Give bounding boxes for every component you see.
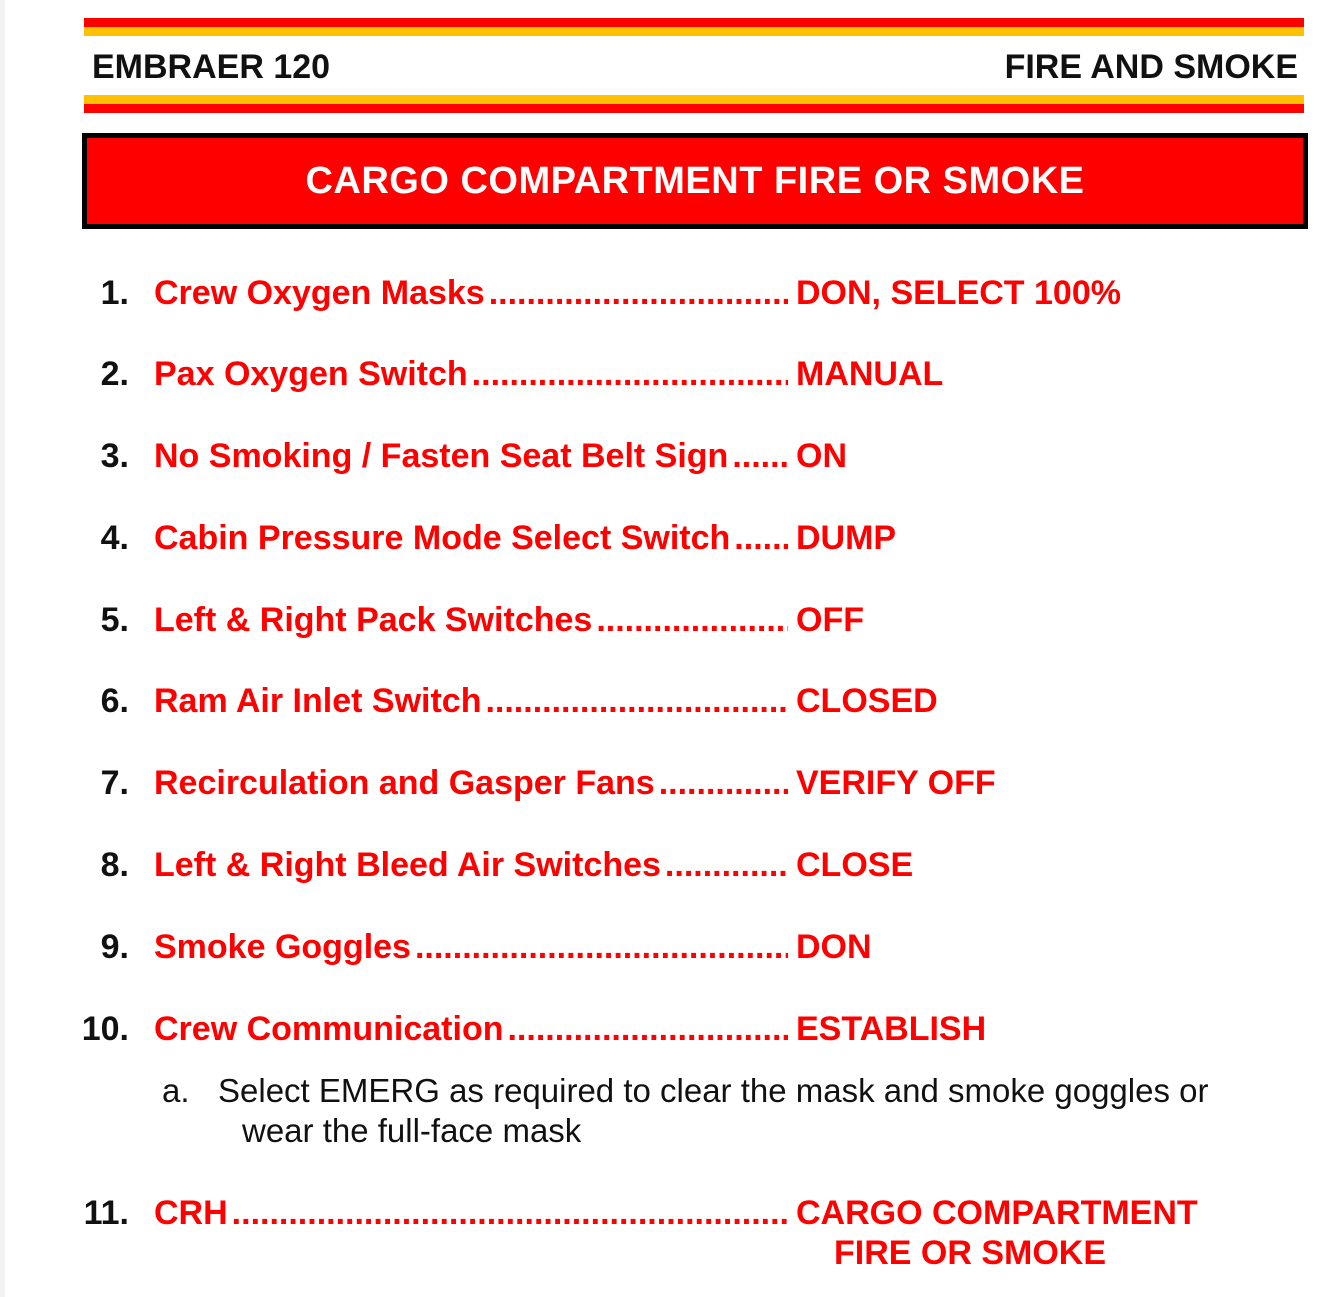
item-action-line2: FIRE OR SMOKE (834, 1234, 1107, 1272)
checklist-item (0, 761, 1334, 805)
item-leader (154, 679, 788, 723)
item-action: DON (796, 928, 872, 966)
item-label: Recirculation and Gasper Fans (154, 764, 655, 802)
item-number: 2. (100, 355, 129, 393)
item-number: 9. (100, 928, 129, 966)
leader-dots (411, 925, 788, 969)
page-edge (0, 0, 5, 1297)
item-action: ESTABLISH (796, 1010, 987, 1048)
checklist-item (0, 843, 1334, 887)
item-action: DUMP (796, 519, 897, 557)
item-label: Crew Oxygen Masks (154, 274, 485, 312)
item-number: 5. (100, 601, 129, 639)
leader-dots (592, 598, 788, 642)
checklist-item (0, 925, 1334, 969)
checklist-item (0, 352, 1334, 396)
item-leader (154, 598, 788, 642)
header-bottom-red-bar (84, 104, 1304, 113)
item-action: CARGO COMPARTMENT (796, 1194, 1198, 1232)
header-top-yellow-bar (84, 27, 1304, 36)
item-leader (154, 1191, 788, 1235)
leader-dots (503, 1007, 788, 1051)
item-action: VERIFY OFF (796, 764, 996, 802)
item-number: 10. (81, 1010, 129, 1048)
checklist-item (0, 271, 1334, 315)
checklist-item (0, 516, 1334, 560)
item-leader (154, 434, 788, 478)
checklist-item (0, 679, 1334, 723)
item-number: 3. (100, 437, 129, 475)
item-number: 7. (100, 764, 129, 802)
item-leader (154, 271, 788, 315)
leader-dots (228, 1191, 788, 1235)
procedure-title-box (82, 133, 1308, 229)
header-top-red-bar (84, 18, 1304, 27)
section-title: FIRE AND SMOKE (1004, 48, 1298, 86)
item-number: 8. (100, 846, 129, 884)
checklist-item (0, 1191, 1334, 1281)
item-number: 1. (100, 274, 129, 312)
item-action: OFF (796, 601, 864, 639)
checklist-item (0, 434, 1334, 478)
item-label: Cabin Pressure Mode Select Switch (154, 519, 731, 557)
sub-item-text-line1: Select EMERG as required to clear the mask and smoke goggles or (218, 1072, 1209, 1109)
item-label: Pax Oxygen Switch (154, 355, 468, 393)
leader-dots (730, 516, 788, 560)
aircraft-title: EMBRAER 120 (92, 48, 331, 86)
item-leader (154, 516, 788, 560)
checklist-item (0, 1007, 1334, 1051)
header-bottom-yellow-bar (84, 95, 1304, 104)
item-leader (154, 761, 788, 805)
item-leader (154, 352, 788, 396)
item-leader (154, 925, 788, 969)
item-number: 4. (100, 519, 129, 557)
item-number: 6. (100, 682, 129, 720)
item-action: MANUAL (796, 355, 944, 393)
item-label: Smoke Goggles (154, 928, 411, 966)
item-action: DON, SELECT 100% (796, 274, 1121, 312)
item-leader (154, 843, 788, 887)
item-label: Left & Right Bleed Air Switches (154, 846, 661, 884)
item-action: ON (796, 437, 847, 475)
item-label: Ram Air Inlet Switch (154, 682, 482, 720)
leader-dots (481, 679, 788, 723)
procedure-title: CARGO COMPARTMENT FIRE OR SMOKE (305, 159, 1085, 202)
leader-dots (661, 843, 788, 887)
leader-dots (485, 271, 788, 315)
item-label: Left & Right Pack Switches (154, 601, 593, 639)
sub-item (162, 1071, 1302, 1153)
item-label: CRH (154, 1194, 228, 1232)
checklist-item (0, 598, 1334, 642)
leader-dots (655, 761, 788, 805)
item-action: CLOSE (796, 846, 914, 884)
sub-item-text-line2: wear the full-face mask (242, 1112, 582, 1149)
item-leader (154, 1007, 788, 1051)
leader-dots (468, 352, 788, 396)
sub-item-letter: a. (162, 1072, 190, 1109)
item-number: 11. (83, 1194, 129, 1232)
item-label: No Smoking / Fasten Seat Belt Sign (154, 437, 729, 475)
leader-dots (728, 434, 788, 478)
item-action: CLOSED (796, 682, 938, 720)
item-label: Crew Communication (154, 1010, 504, 1048)
